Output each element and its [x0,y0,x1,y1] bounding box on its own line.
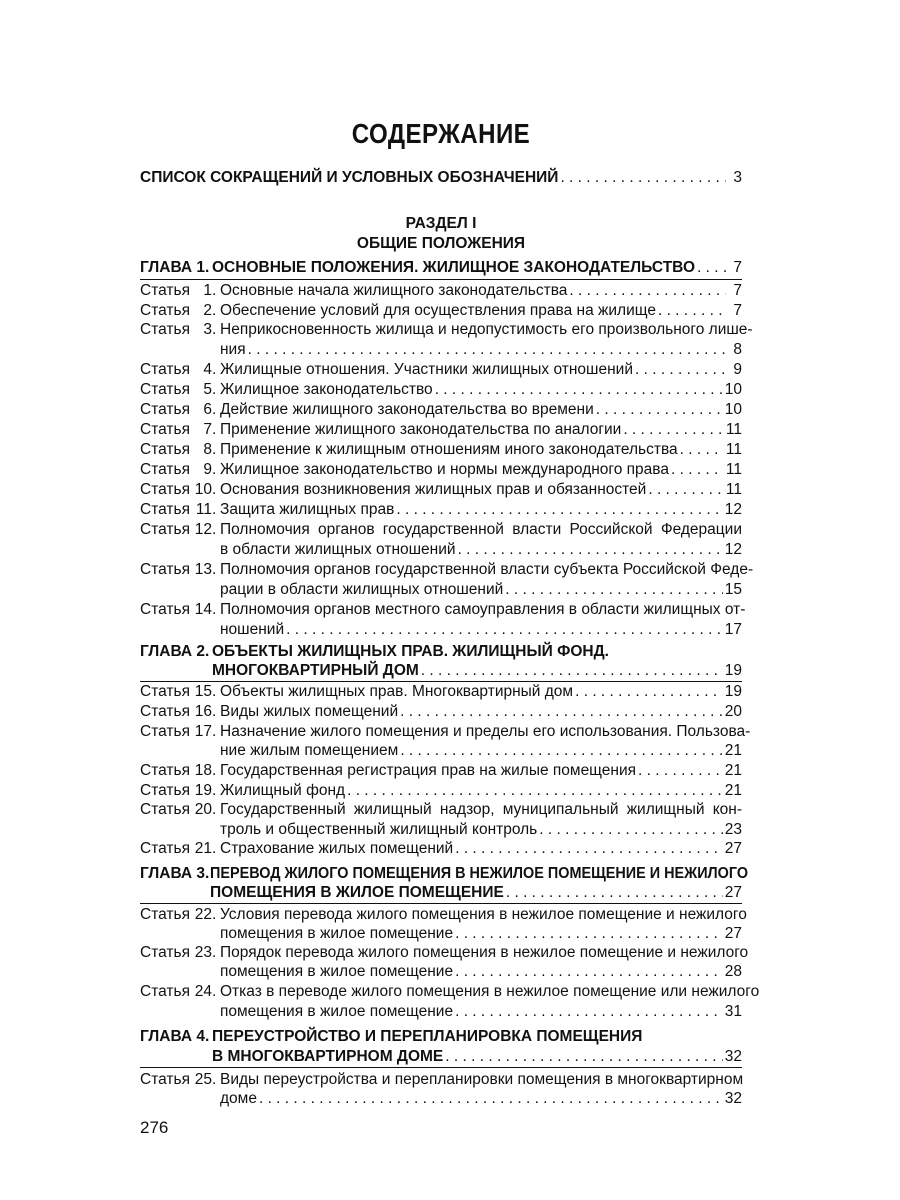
toc-article-4[interactable] [140,360,742,380]
toc-article-12[interactable] [140,520,742,540]
article-title-line-2: ния [220,341,246,358]
toc-article-22[interactable] [140,905,747,925]
toc-article-17-cont[interactable] [140,741,742,761]
leader-dots [575,682,723,702]
entry-page: 31 [724,1003,742,1020]
entry-page: 9 [733,361,742,378]
entry-page: 11 [725,461,742,478]
leader-dots [623,420,724,440]
article-label: Статья 19. [140,782,217,799]
toc-article-6[interactable] [140,400,742,420]
toc-article-20-cont[interactable] [140,820,742,840]
entry-page: 8 [733,341,742,358]
leader-dots [539,820,723,840]
article-title-line-2: в области жилищных отношений [220,541,456,558]
article-title-line-1: Полномочия органов местного самоуправления в области жилищных от- [220,601,746,618]
article-label: Статья 10. [140,481,217,498]
entry-page: 21 [724,742,742,759]
article-label: Статья 15. [140,683,217,700]
leader-dots [400,741,722,761]
toc-article-16[interactable] [140,702,742,722]
article-label: Статья 23. [140,944,217,961]
article-title-line-2: помещения в жилое помещение [220,1003,454,1020]
chapter-divider [140,279,742,280]
leader-dots [286,620,723,640]
entry-page: 7 [733,259,742,276]
article-title: Основные начала жилищного законодательства [220,282,568,299]
article-title: Основания возникновения жилищных прав и обязанностей [220,481,647,498]
leader-dots [455,962,723,982]
leader-dots [455,839,723,859]
chapter-title-line-1: ПЕРЕУСТРОЙСТВО И ПЕРЕПЛАНИРОВКА ПОМЕЩЕНИЯ [212,1028,643,1045]
article-title-line-1: Назначение жилого помещения и пределы его использования. Пользова- [220,723,751,740]
article-title: Жилищное законодательство [220,381,433,398]
toc-article-3-cont[interactable] [140,340,742,360]
article-title-line-1: Полномочия органов государственной власти Российской Федерации [220,521,742,538]
article-label: Статья 17. [140,723,217,740]
entry-page: 11 [725,441,742,458]
entry-page: 20 [724,703,742,720]
entry-page: 3 [733,169,742,186]
toc-article-11[interactable] [140,500,742,520]
entry-page: 21 [724,762,742,779]
toc-article-17[interactable] [140,722,751,742]
leader-dots [635,360,726,380]
article-title-line-1: Полномочия органов государственной власти субъекта Российской Феде- [220,561,754,578]
toc-article-8[interactable] [140,440,742,460]
toc-article-20[interactable] [140,800,742,820]
entry-page: 15 [724,581,742,598]
toc-chapter-1[interactable] [140,258,742,278]
toc-article-12-cont[interactable] [140,540,742,560]
leader-dots [671,460,724,480]
article-label: Статья 4. [140,361,217,378]
article-title-line-1: Условия перевода жилого помещения в нежилое помещение и нежилого [220,906,747,923]
chapter-divider [140,903,742,904]
article-title-line-2: помещения в жилое помещение [220,963,454,980]
article-label: Статья 21. [140,840,217,857]
article-label: Статья 9. [140,461,217,478]
toc-article-18[interactable] [140,761,742,781]
article-title-line-2: помещения в жилое помещение [220,925,454,942]
entry-page: 12 [724,541,742,558]
entry-page: 19 [724,662,742,679]
chapter-divider [140,1067,742,1068]
toc-article-24-cont[interactable] [140,1002,742,1022]
toc-article-21[interactable] [140,839,742,859]
article-title: Страхование жилых помещений [220,840,454,857]
leader-dots [421,661,723,681]
entry-page: 21 [724,782,742,799]
entry-page: 7 [733,302,742,319]
article-label: Статья 20. [140,801,217,818]
article-label: Статья 13. [140,561,217,578]
toc-article-13-cont[interactable] [140,580,742,600]
entry-title: СПИСОК СОКРАЩЕНИЙ И УСЛОВНЫХ ОБОЗНАЧЕНИЙ [140,169,559,186]
leader-dots [435,380,723,400]
toc-article-24[interactable] [140,982,760,1002]
toc-article-13[interactable] [140,560,754,580]
entry-page: 12 [724,501,742,518]
article-title-line-2: троль и общественный жилищный контроль [220,821,538,838]
leader-dots [445,1047,722,1067]
article-title: Государственная регистрация прав на жилые помещения [220,762,636,779]
page-title: СОДЕРЖАНИЕ [351,118,531,149]
article-title-line-2: ние жилым помещением [220,742,399,759]
toc-chapter-3-cont[interactable] [140,883,742,903]
toc-article-23-cont[interactable] [140,962,742,982]
leader-dots [506,883,723,903]
article-title: Жилищный фонд [220,782,346,799]
toc-article-5[interactable] [140,380,742,400]
toc-article-25[interactable] [140,1070,742,1090]
toc-article-15[interactable] [140,682,742,702]
toc-article-10[interactable] [140,480,742,500]
toc-chapter-4[interactable] [140,1027,742,1047]
toc-article-7[interactable] [140,420,742,440]
leader-dots [458,540,723,560]
toc-chapter-3[interactable] [140,864,749,884]
chapter-title-line-2: ПОМЕЩЕНИЯ В ЖИЛОЕ ПОМЕЩЕНИЕ [210,884,504,901]
leader-dots [396,500,722,520]
article-title: Применение к жилищным отношениям иного законодательства [220,441,678,458]
article-title-line-2: доме [220,1090,257,1107]
entry-page: 19 [724,683,742,700]
article-title-line-1: Неприкосновенность жилища и недопустимость его произвольного лише- [220,321,753,338]
toc-article-14[interactable] [140,600,746,620]
leader-dots [569,281,726,301]
leader-dots [648,480,724,500]
chapter-label: ГЛАВА 3. [140,865,210,882]
article-label: Статья 1. [140,282,217,299]
entry-page: 17 [724,621,742,638]
toc-article-9[interactable] [140,460,742,480]
article-label: Статья 2. [140,302,217,319]
entry-page: 27 [724,840,742,857]
section-label: РАЗДЕЛ I [405,215,477,232]
leader-dots [596,400,723,420]
leader-dots [560,168,726,188]
article-title-line-1: Порядок перевода жилого помещения в нежилое помещение и нежилого [220,944,749,961]
toc-chapter-4-cont[interactable] [140,1047,742,1067]
article-label: Статья 7. [140,421,217,438]
chapter-title: ОСНОВНЫЕ ПОЛОЖЕНИЯ. ЖИЛИЩНОЕ ЗАКОНОДАТЕЛЬСТВО [212,259,696,276]
entry-page: 27 [724,884,742,901]
entry-page: 28 [724,963,742,980]
toc-article-1[interactable] [140,281,742,301]
leader-dots [658,301,726,321]
leader-dots [455,924,723,944]
leader-dots [697,258,726,278]
entry-page: 27 [724,925,742,942]
article-label: Статья 24. [140,983,217,1000]
toc-entry-abbreviations[interactable] [140,168,742,188]
article-title: Применение жилищного законодательства по аналогии [220,421,622,438]
toc-article-25-cont[interactable] [140,1089,742,1109]
article-title: Жилищное законодательство и нормы международного права [220,461,669,478]
article-label: Статья 14. [140,601,217,618]
article-label: Статья 5. [140,381,217,398]
entry-page: 11 [725,481,742,498]
leader-dots [455,1002,723,1022]
page-number: 276 [140,1118,169,1137]
article-label: Статья 22. [140,906,217,923]
article-label: Статья 16. [140,703,217,720]
article-label: Статья 25. [140,1071,217,1088]
article-label: Статья 6. [140,401,217,418]
entry-page: 11 [725,421,742,438]
toc-chapter-2[interactable] [140,642,742,662]
article-title-line-1: Виды переустройства и перепланировки помещения в многоквартирном [220,1071,744,1088]
chapter-title-line-1: ОБЪЕКТЫ ЖИЛИЩНЫХ ПРАВ. ЖИЛИЩНЫЙ ФОНД. [212,643,609,660]
section-name: ОБЩИЕ ПОЛОЖЕНИЯ [356,235,526,252]
toc-article-14-cont[interactable] [140,620,742,640]
article-title: Виды жилых помещений [220,703,399,720]
entry-page: 32 [724,1090,742,1107]
entry-page: 10 [724,381,742,398]
leader-dots [400,702,723,722]
article-label: Статья 3. [140,321,217,338]
toc-article-3[interactable] [140,320,753,340]
article-title: Действие жилищного законодательства во времени [220,401,594,418]
article-title: Защита жилищных прав [220,501,395,518]
chapter-title-line-2: В МНОГОКВАРТИРНОМ ДОМЕ [212,1048,444,1065]
chapter-label: ГЛАВА 2. [140,643,210,660]
entry-page: 32 [724,1048,742,1065]
chapter-label: ГЛАВА 4. [140,1028,210,1045]
article-title: Обеспечение условий для осуществления права на жилище [220,302,656,319]
entry-page: 23 [724,821,742,838]
leader-dots [248,340,726,360]
article-title-line-2: рации в области жилищных отношений [220,581,504,598]
article-title: Объекты жилищных прав. Многоквартирный дом [220,683,574,700]
article-label: Статья 11. [140,501,217,518]
chapter-label: ГЛАВА 1. [140,259,210,276]
toc-article-23[interactable] [140,943,749,963]
leader-dots [347,781,723,801]
article-label: Статья 18. [140,762,217,779]
chapter-title-line-2: МНОГОКВАРТИРНЫЙ ДОМ [212,662,419,679]
article-title-line-1: Государственный жилищный надзор, муниципальный жилищный кон- [220,801,742,818]
toc-chapter-2-cont[interactable] [140,661,742,681]
chapter-title-line-1: ПЕРЕВОД ЖИЛОГО ПОМЕЩЕНИЯ В НЕЖИЛОЕ ПОМЕЩЕНИЕ И НЕЖИЛОГО [210,865,749,882]
article-label: Статья 8. [140,441,217,458]
entry-page: 10 [724,401,742,418]
article-title-line-2: ношений [220,621,285,638]
toc-article-19[interactable] [140,781,742,801]
leader-dots [259,1089,723,1109]
article-title: Жилищные отношения. Участники жилищных отношений [220,361,633,378]
toc-article-22-cont[interactable] [140,924,742,944]
toc-article-2[interactable] [140,301,742,321]
leader-dots [680,440,724,460]
leader-dots [638,761,723,781]
article-label: Статья 12. [140,521,217,538]
leader-dots [505,580,722,600]
article-title-line-1: Отказ в переводе жилого помещения в нежилое помещение или нежилого [220,983,760,1000]
entry-page: 7 [733,282,742,299]
